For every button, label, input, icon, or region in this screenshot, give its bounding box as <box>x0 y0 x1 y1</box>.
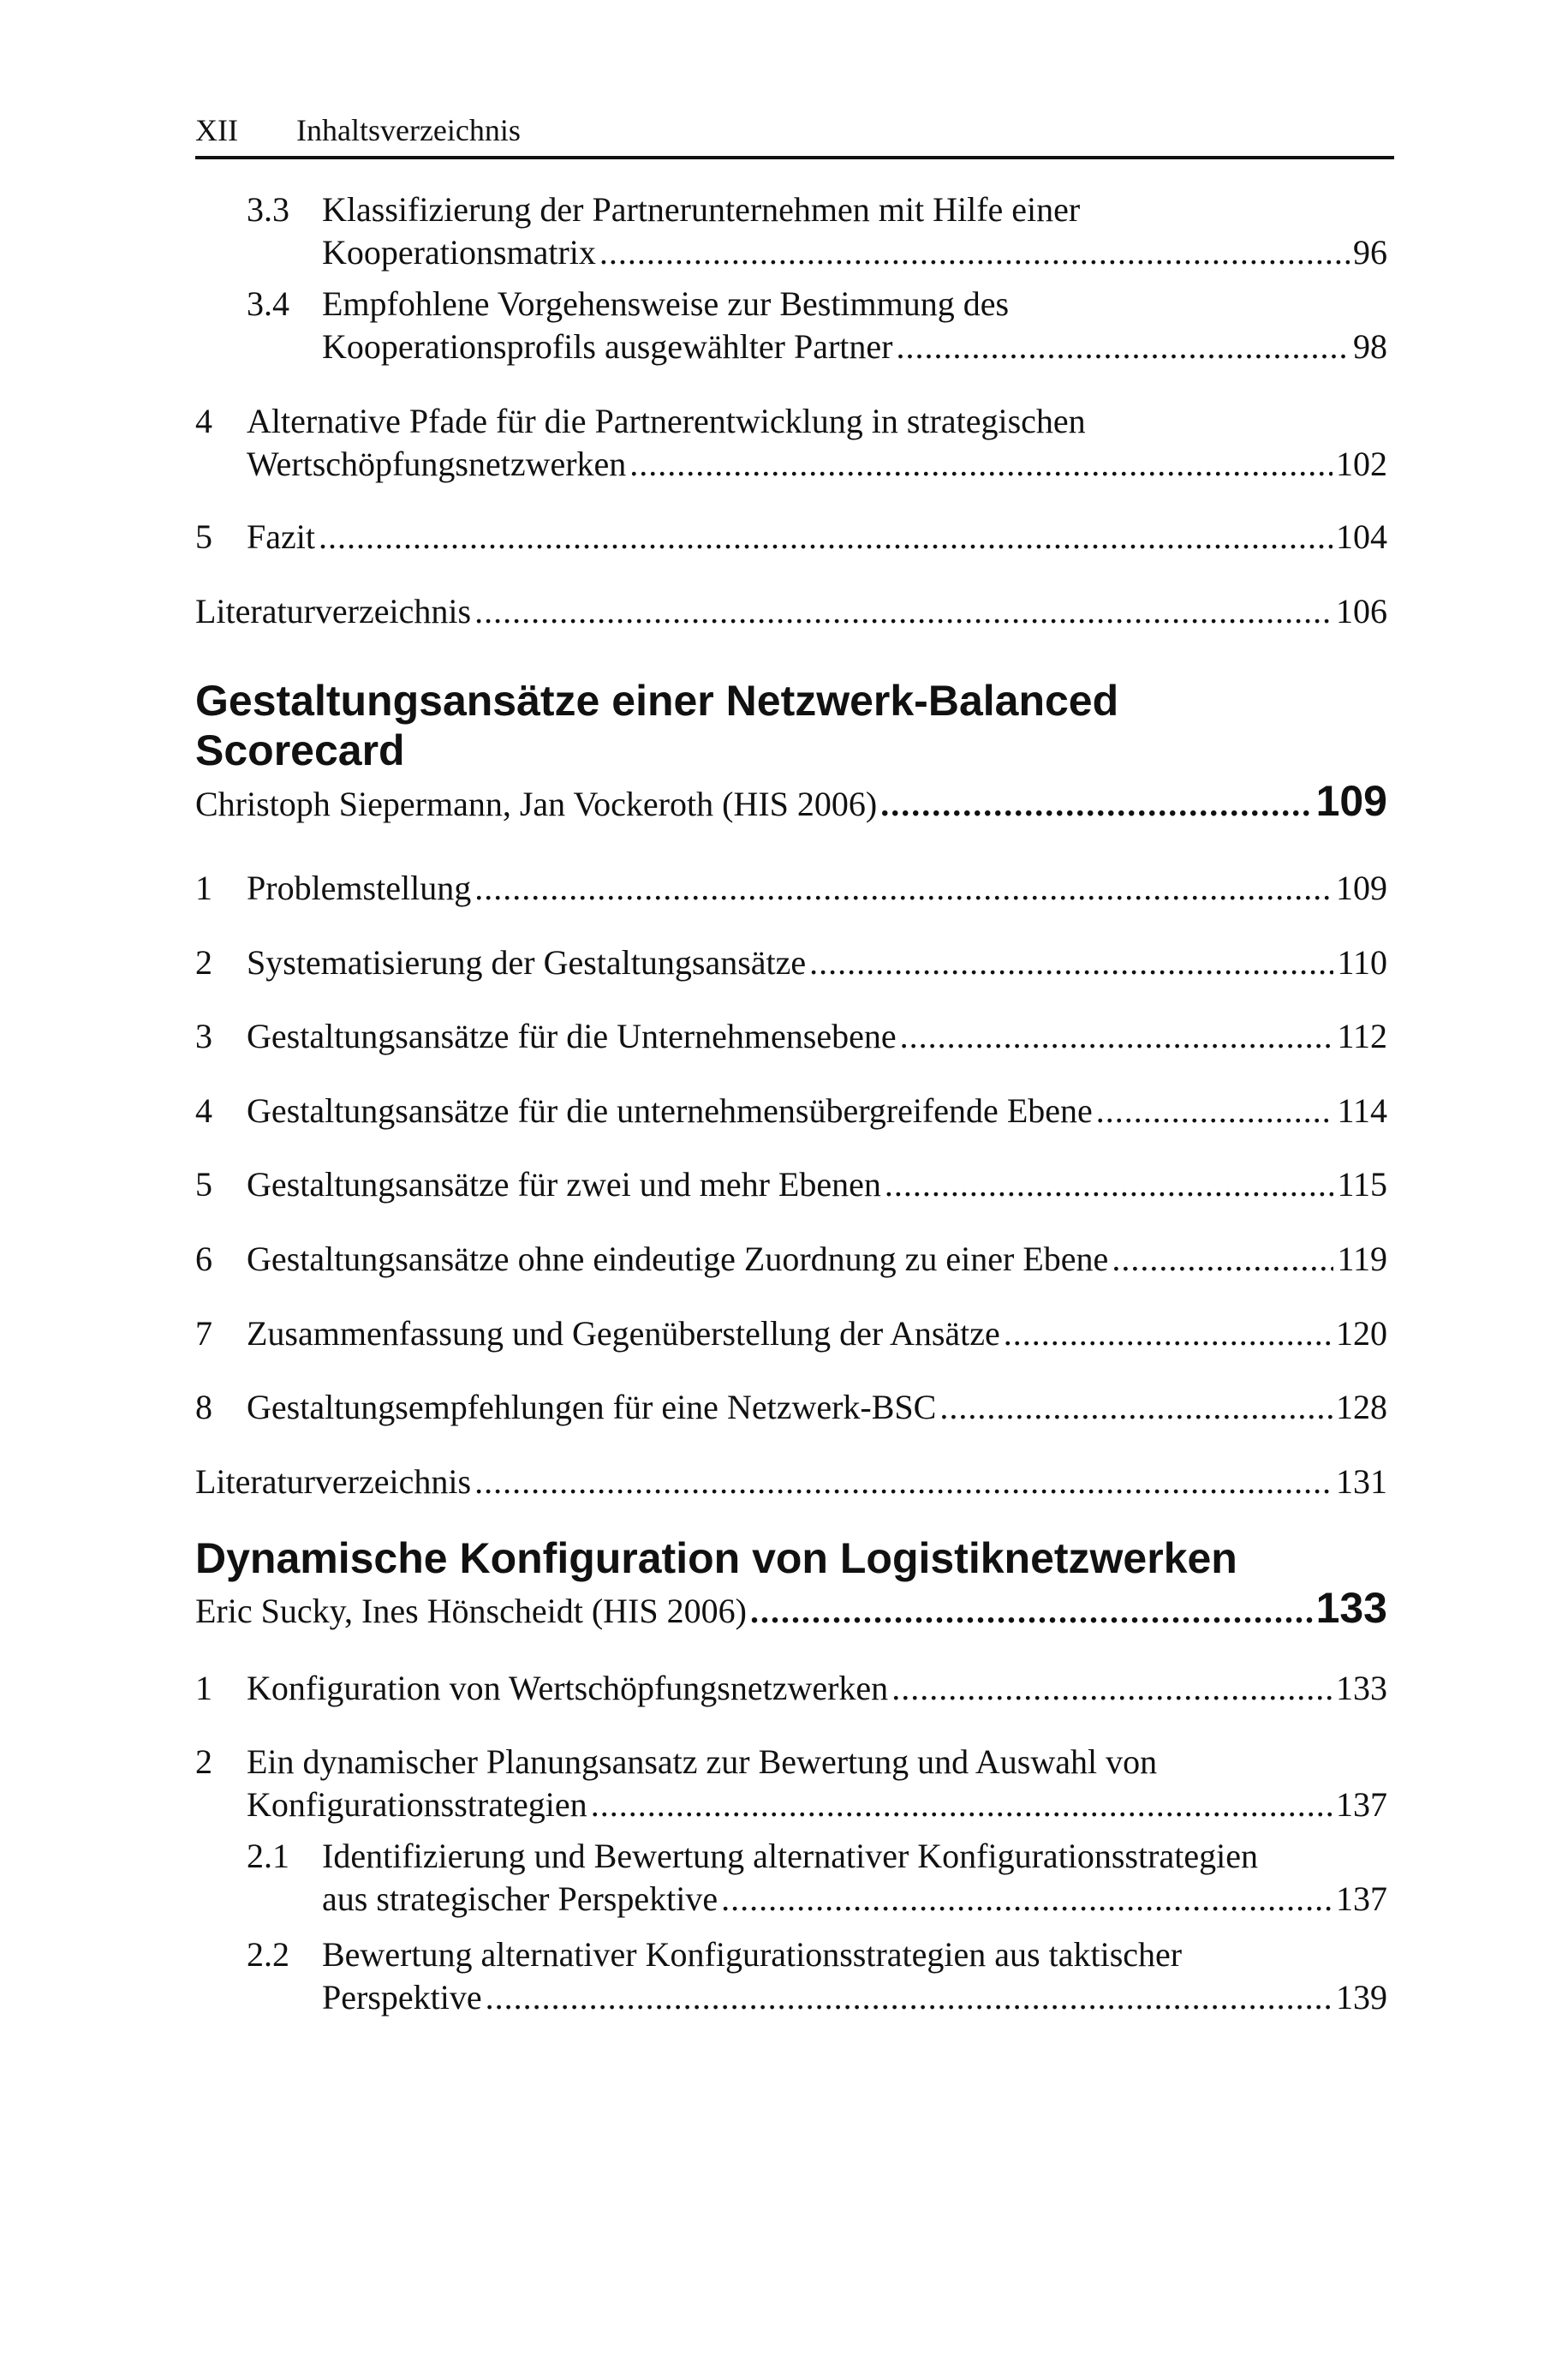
toc-entry-title-line: Literaturverzeichnis <box>195 592 472 630</box>
toc-entry-title-line: Fazit <box>247 517 315 556</box>
toc-entry-number: 3.4 <box>247 284 289 323</box>
toc-entry-title-line: Gestaltungsempfehlungen für eine Netzwerk-BSC <box>247 1388 937 1426</box>
leader-dots <box>900 1015 1334 1058</box>
toc-entry-title-line: Konfiguration von Wertschöpfungsnetzwerken <box>247 1669 889 1707</box>
article-authors-logistik[interactable] <box>195 1582 1387 1634</box>
toc-entry-title-line: Problemstellung <box>247 869 472 907</box>
toc-entry-number: 4 <box>195 402 212 440</box>
toc-entry-page: 96 <box>1353 233 1387 272</box>
toc-entry-title-line: Empfohlene Vorgehensweise zur Bestimmung des <box>322 284 1010 323</box>
toc-entry-title-line: Gestaltungsansätze für zwei und mehr Ebenen <box>247 1165 881 1204</box>
leader-dots <box>1096 1090 1334 1132</box>
leader-dots <box>891 1667 1333 1710</box>
leader-dots <box>939 1386 1333 1429</box>
authors-text: Christoph Siepermann, Jan Vockeroth (HIS 2006) <box>195 785 878 823</box>
running-title: Inhaltsverzeichnis <box>296 113 521 147</box>
toc-entry-title-line: Systematisierung der Gestaltungsansätze <box>247 943 807 982</box>
article-title-line: Gestaltungsansätze einer Netzwerk-Balanced <box>195 677 1119 725</box>
toc-entry-number: 1 <box>195 869 212 907</box>
leader-dots <box>809 941 1333 984</box>
leader-dots <box>629 443 1333 486</box>
toc-entry-title-line: Zusammenfassung und Gegenüberstellung der Ansätze <box>247 1314 1000 1353</box>
toc-entry-title-line: Gestaltungsansätze für die Unternehmensebene <box>247 1017 897 1055</box>
leader-dots <box>721 1878 1333 1921</box>
toc-entry-page: 137 <box>1336 1785 1387 1824</box>
article-authors-bsc[interactable] <box>195 775 1387 827</box>
leader-dots <box>474 867 1333 910</box>
toc-entry-title-line: Gestaltungsansätze für die unternehmensübergreifende Ebene <box>247 1091 1093 1130</box>
leader-dots <box>599 231 1350 274</box>
toc-entry-title-line: Perspektive <box>322 1978 482 2017</box>
toc-entry-number: 1 <box>195 1669 212 1707</box>
article-start-page: 109 <box>1315 777 1387 825</box>
running-header <box>195 111 1394 159</box>
toc-entry-number: 8 <box>195 1388 212 1426</box>
toc-entry-page: 114 <box>1337 1091 1387 1130</box>
toc-entry-title-line: Klassifizierung der Partnerunternehmen mit Hilfe einer <box>322 190 1081 229</box>
toc-entry-title-line: Kooperationsprofils ausgewählter Partner <box>322 327 893 366</box>
leader-dots <box>474 1461 1333 1503</box>
toc-entry-title-line: Identifizierung und Bewertung alternativer Konfigurationsstrategien <box>322 1837 1258 1875</box>
leader-dots <box>1112 1238 1333 1281</box>
toc-entry-title-line: Wertschöpfungsnetzwerken <box>247 445 627 483</box>
toc-entry-number: 3 <box>195 1017 212 1055</box>
leader-dots <box>474 590 1333 633</box>
toc-entry-number: 6 <box>195 1240 212 1278</box>
leader-dots <box>750 1586 1313 1637</box>
leader-dots <box>591 1784 1333 1826</box>
article-title-bsc <box>195 676 1387 775</box>
article-title-line: Scorecard <box>195 726 405 774</box>
toc-entry-title-line: Gestaltungsansätze ohne eindeutige Zuordnung zu einer Ebene <box>247 1240 1109 1278</box>
toc-entry-number: 2.1 <box>247 1837 289 1875</box>
toc-entry-page: 120 <box>1336 1314 1387 1353</box>
toc-entry-number: 7 <box>195 1314 212 1353</box>
toc-entry-page: 131 <box>1336 1462 1387 1501</box>
toc-entry-page: 115 <box>1337 1165 1387 1204</box>
authors-text: Eric Sucky, Ines Hönscheidt (HIS 2006) <box>195 1592 747 1630</box>
toc-entry-number: 5 <box>195 517 212 556</box>
leader-dots <box>1004 1312 1333 1355</box>
page-number: XII <box>195 113 238 147</box>
toc-entry-title-line: Kooperationsmatrix <box>322 233 596 272</box>
toc-entry-number: 2.2 <box>247 1935 289 1974</box>
toc-entry-title-line: Bewertung alternativer Konfigurationsstrategien aus taktischer <box>322 1935 1183 1974</box>
leader-dots <box>319 516 1333 559</box>
toc-entry-number: 2 <box>195 943 212 982</box>
toc-entry-page: 102 <box>1336 445 1387 483</box>
toc-entry-title-line: Literaturverzeichnis <box>195 1462 472 1501</box>
toc-entry-page: 112 <box>1337 1017 1387 1055</box>
article-title-line: Dynamische Konfiguration von Logistiknetzwerken <box>195 1534 1237 1582</box>
article-title-logistik <box>195 1533 1387 1583</box>
leader-dots <box>885 1163 1334 1206</box>
leader-dots <box>880 779 1312 830</box>
leader-dots <box>896 326 1350 368</box>
toc-entry-page: 104 <box>1336 517 1387 556</box>
toc-entry-page: 109 <box>1336 869 1387 907</box>
toc-entry-title-line: Alternative Pfade für die Partnerentwicklung in strategischen <box>247 402 1086 440</box>
article-start-page: 133 <box>1315 1584 1387 1632</box>
toc-entry-number: 4 <box>195 1091 212 1130</box>
toc-entry-page: 98 <box>1353 327 1387 366</box>
toc-entry-page: 133 <box>1336 1669 1387 1707</box>
toc-entry-page: 137 <box>1336 1879 1387 1918</box>
toc-entry-title-line: Konfigurationsstrategien <box>247 1785 587 1824</box>
toc-entry-title-line: Ein dynamischer Planungsansatz zur Bewertung und Auswahl von <box>247 1742 1158 1781</box>
leader-dots <box>486 1976 1333 2019</box>
toc-entry-page: 106 <box>1336 592 1387 630</box>
toc-entry-title-line: aus strategischer Perspektive <box>322 1879 718 1918</box>
toc-entry-number: 3.3 <box>247 190 289 229</box>
toc-entry-page: 139 <box>1336 1978 1387 2017</box>
toc-entry-page: 119 <box>1337 1240 1387 1278</box>
toc-entry-number: 5 <box>195 1165 212 1204</box>
toc-entry-number: 2 <box>195 1742 212 1781</box>
toc-entry-page: 128 <box>1336 1388 1387 1426</box>
toc-entry-page: 110 <box>1337 943 1387 982</box>
